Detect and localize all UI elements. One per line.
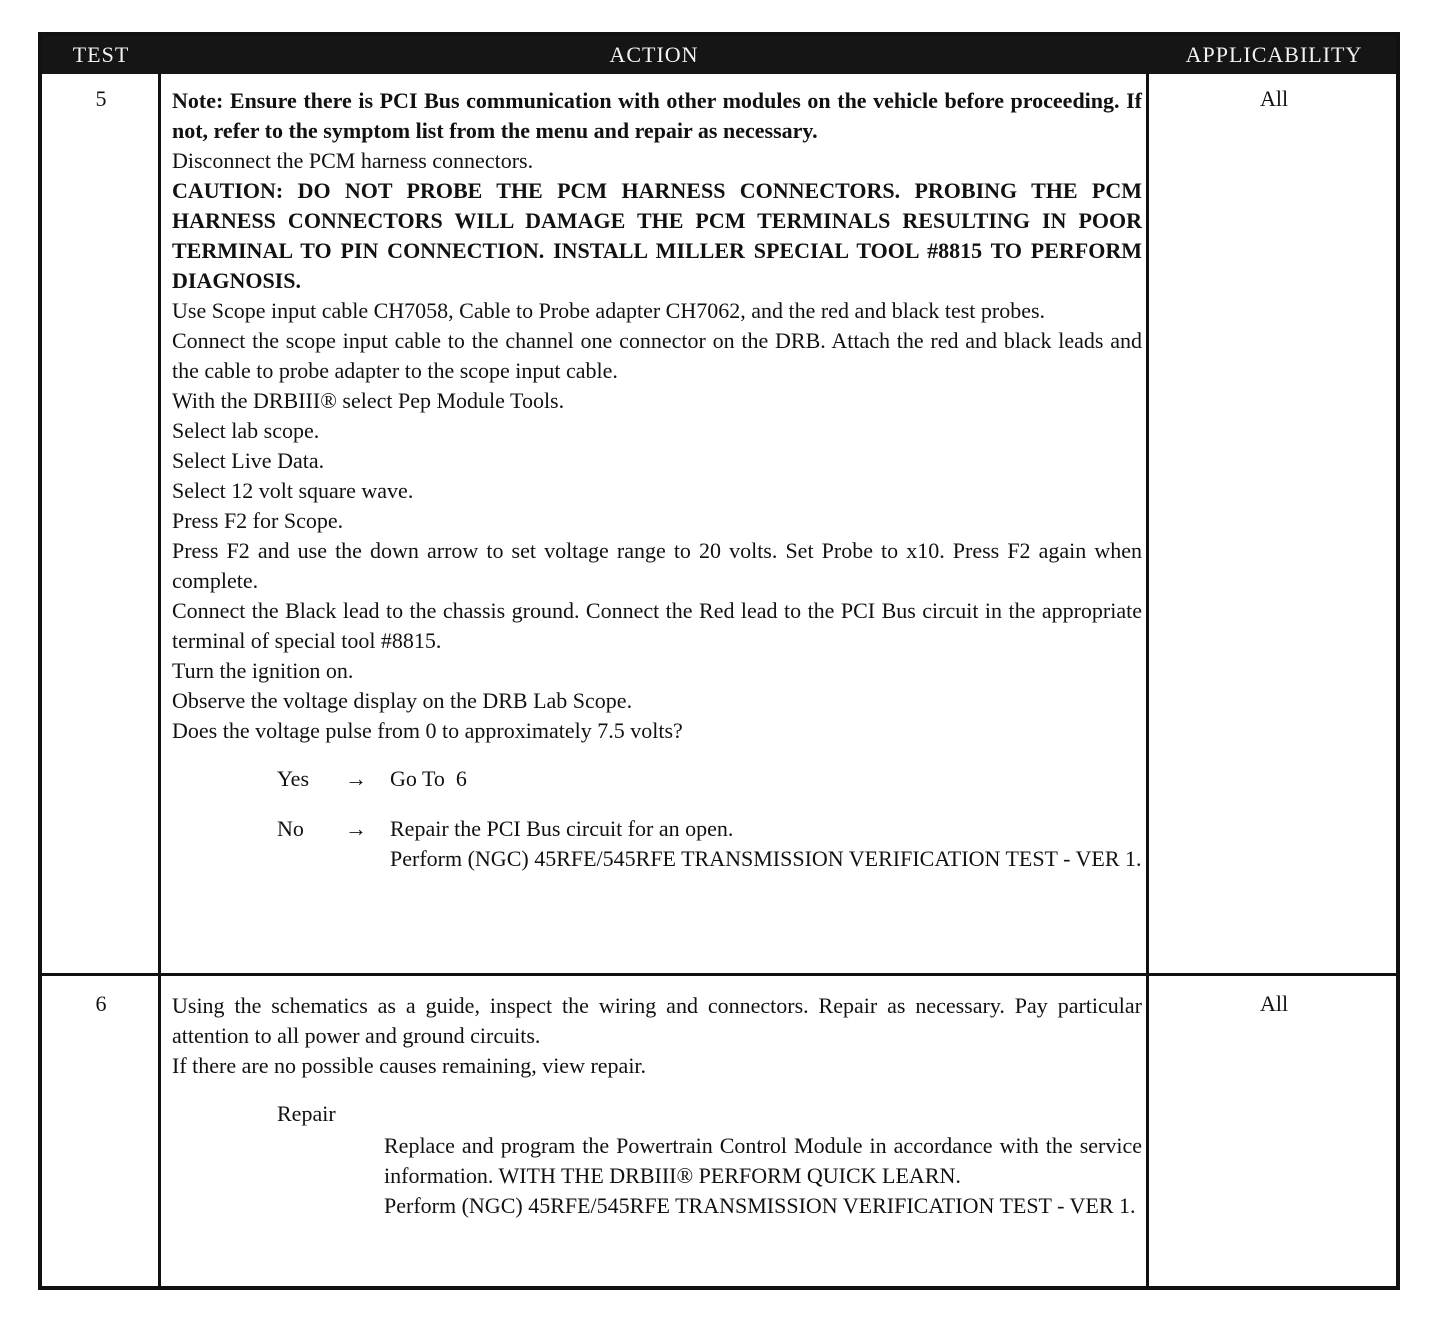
no-label: No	[277, 816, 304, 841]
test-5-step: Connect the scope input cable to the channel one connector on the DRB. Attach the red and black leads and the cable to probe adapter to the scope input cable.	[172, 328, 1142, 383]
test-5-step: Use Scope input cable CH7058, Cable to Probe adapter CH7062, and the red and black test probes.	[172, 298, 1046, 323]
test-5-step: Turn the ignition on.	[172, 658, 354, 683]
yes-action: Go To 6	[390, 766, 467, 791]
test-5-action	[172, 86, 1142, 874]
right-arrow-icon: →	[345, 816, 367, 841]
column-divider-1	[158, 74, 161, 1286]
header-action: ACTION	[609, 42, 699, 67]
test-5-caution: CAUTION: DO NOT PROBE THE PCM HARNESS CONNECTORS. PROBING THE PCM HARNESS CONNECTORS WILL DAMAGE THE PCM TERMINALS RESULTING IN POOR TERMINAL TO PIN CONNECTION. INSTALL MILLER SPECIAL TOOL #8815 TO PERFORM DIAGNOSIS.	[172, 178, 1142, 293]
repair-verify: Perform (NGC) 45RFE/545RFE TRANSMISSION VERIFICATION TEST - VER 1.	[384, 1193, 1136, 1218]
test-5-step: Press F2 for Scope.	[172, 508, 344, 533]
diagnostic-table	[38, 32, 1400, 1290]
test-6-action	[172, 991, 1142, 1221]
no-action-repair: Repair the PCI Bus circuit for an open.	[390, 816, 734, 841]
yes-label: Yes	[277, 766, 310, 791]
repair-replace-pcm: Replace and program the Powertrain Control Module in accordance with the service information. WITH THE DRBIII® PERFORM QUICK LEARN.	[384, 1133, 1142, 1188]
test-6-step: If there are no possible causes remaining, view repair.	[172, 1053, 647, 1078]
test-5-applicability: All	[1259, 86, 1289, 111]
test-6-number: 6	[95, 991, 107, 1016]
test-5-number: 5	[95, 86, 107, 111]
header-applicability: APPLICABILITY	[1185, 42, 1363, 67]
test-5-step: Connect the Black lead to the chassis ground. Connect the Red lead to the PCI Bus circuit in the appropriate terminal of special tool #8815.	[172, 598, 1142, 653]
test-5-step: With the DRBIII® select Pep Module Tools.	[172, 388, 565, 413]
test-6-applicability: All	[1259, 991, 1289, 1016]
repair-body	[384, 1131, 1142, 1221]
no-action-verify: Perform (NGC) 45RFE/545RFE TRANSMISSION VERIFICATION TEST - VER 1.	[390, 846, 1142, 871]
repair-label: Repair	[277, 1101, 336, 1126]
column-divider-2	[1146, 74, 1149, 1286]
right-arrow-icon: →	[345, 766, 367, 791]
table-header	[42, 36, 1396, 74]
test-5-note: Note: Ensure there is PCI Bus communication with other modules on the vehicle before proceeding. If not, refer to the symptom list from the menu and repair as necessary.	[172, 88, 1142, 143]
test-5-step: Select 12 volt square wave.	[172, 478, 414, 503]
test-5-step: Observe the voltage display on the DRB Lab Scope.	[172, 688, 633, 713]
test-5-yes-branch	[172, 764, 1142, 794]
test-6-step: Using the schematics as a guide, inspect the wiring and connectors. Repair as necessary. Pay particular attention to all power and ground circuits.	[172, 993, 1142, 1048]
test-5-question: Does the voltage pulse from 0 to approximately 7.5 volts?	[172, 718, 683, 743]
no-action	[390, 814, 1142, 874]
test-5-step: Press F2 and use the down arrow to set voltage range to 20 volts. Set Probe to x10. Press F2 again when complete.	[172, 538, 1142, 593]
test-5-no-branch	[172, 814, 1142, 874]
test-5-step-disconnect: Disconnect the PCM harness connectors.	[172, 148, 534, 173]
header-test: TEST	[72, 42, 130, 67]
test-5-step: Select Live Data.	[172, 448, 325, 473]
row-divider	[42, 973, 1396, 976]
test-5-step: Select lab scope.	[172, 418, 320, 443]
